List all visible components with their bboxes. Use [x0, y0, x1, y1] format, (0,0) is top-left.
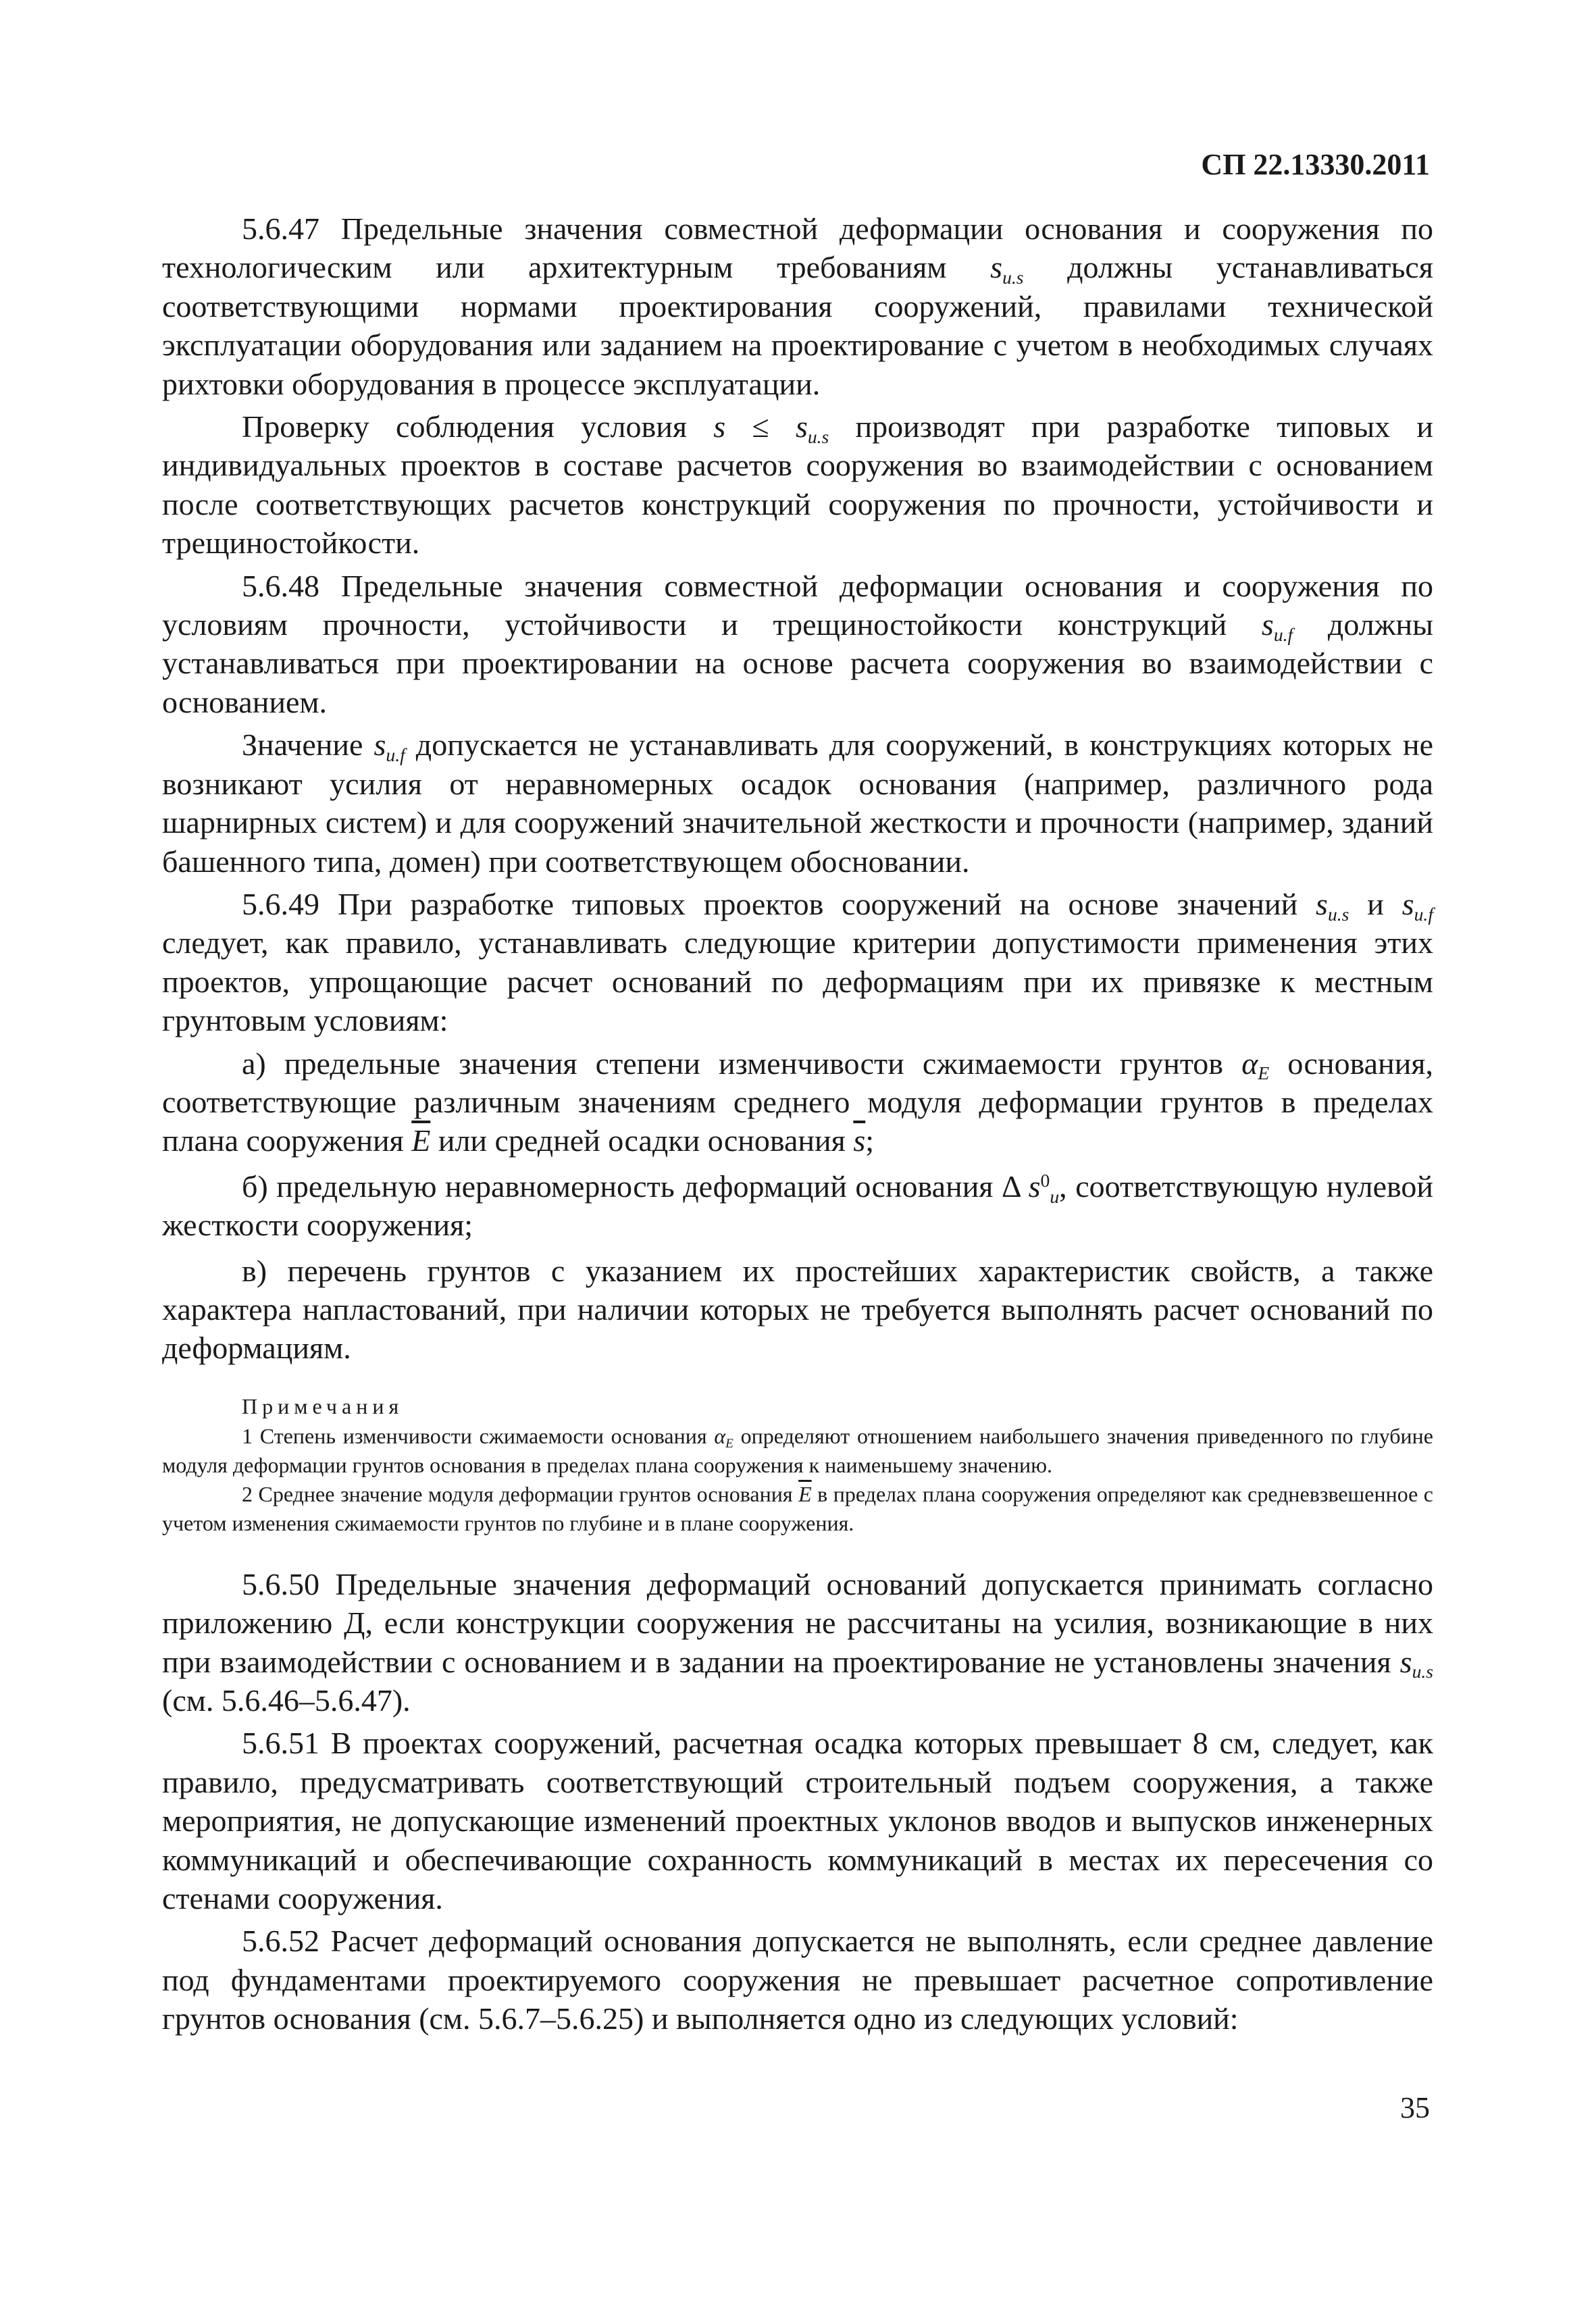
paragraph-5-6-47: 5.6.47 Предельные значения совместной деформации основания и сооружения по технологическим или архитектурным требованиям $s_{u.s}$ должны устанавливаться соответствующими нормами проектирования сооружений, правилами технической эксплуатации оборудования или заданием на проектирование с учетом в необходимых случаях рихтовки оборудования в процессе эксплуатации.: [162, 211, 1434, 401]
paragraph-5-6-49: 5.6.49 При разработке типовых проектов сооружений на основе значений $s_{u.s}$ и $s_{u.f}$ следует, как правило, устанавливать следующие критерии допустимости применения этих проектов, упрощающие расчет оснований по деформациям при их привязке к местным грунтовым условиям:: [162, 886, 1433, 1038]
list-item-b: б) предельную неравномерность деформаций основания Δ $s^0_u$, соответствующую нулевой жесткости сооружения;: [162, 1168, 1434, 1243]
page-number: 35: [1400, 2091, 1430, 2124]
page-body: [162, 209, 1433, 2038]
paragraph-5-6-51: 5.6.51 В проектах сооружений, расчетная осадка которых превышает 8 см, следует, как правило, предусматривать соответствующий строительный подъем сооружения, а также мероприятия, не допускающие изменений проектных уклонов вводов и выпусков инженерных коммуникаций и обеспечивающие сохранность коммуникаций в местах их пересечения со стенами сооружения.: [162, 1726, 1433, 1916]
note-1: 1 Степень изменчивости сжимаемости основания $\alpha_E$ определяют отношением наибольшего значения приведенного по глубине модуля деформации грунтов основания в пределах плана сооружения к наименьшему значению.: [162, 1423, 1434, 1477]
notes-block: [162, 1391, 1433, 1538]
list-item-a: а) предельные значения степени изменчивости сжимаемости грунтов $\alpha_E$ основания, соответствующие различным значениям среднего модуля деформации грунтов в пределах плана сооружения $\overline{E}$ или средней осадки основания $\overline{s}$;: [162, 1046, 1433, 1158]
paragraph-suf-value: Значение $s_{u.f}$ допускается не устанавливать для сооружений, в конструкциях которых не возникают усилия от неравномерных осадок основания (например, различного рода шарнирных систем) и для сооружений значительной жесткости и прочности (например, зданий башенного типа, домен) при соответствующем обосновании.: [162, 727, 1433, 879]
paragraph-condition-check: Проверку соблюдения условия $s \le s_{u.s}$ производят при разработке типовых и индивидуальных проектов в составе расчетов сооружения во взаимодействии с основанием после соответствующих расчетов конструкций сооружения по прочности, устойчивости и трещиностойкости.: [162, 409, 1434, 561]
document-code: СП 22.13330.2011: [1201, 148, 1430, 181]
paragraph-5-6-52: 5.6.52 Расчет деформаций основания допускается не выполнять, если среднее давление под фундаментами проектируемого сооружения не превышает расчетное сопротивление грунтов основания (см. 5.6.7–5.6.25) и выполняется одно из следующих условий:: [162, 1924, 1433, 2036]
paragraph-5-6-50: 5.6.50 Предельные значения деформаций оснований допускается принимать согласно приложению Д, если конструкции сооружения не рассчитаны на усилия, возникающие в них при взаимодействии с основанием и в задании на проектирование не установлены значения $s_{u.s}$ (см. 5.6.46–5.6.47).: [162, 1566, 1433, 1718]
note-2: 2 Среднее значение модуля деформации грунтов основания $\overline{E}$ в пределах плана сооружения определяют как средневзвешенное с учетом изменения сжимаемости грунтов по глубине и в плане сооружения.: [162, 1481, 1433, 1535]
paragraph-5-6-48: 5.6.48 Предельные значения совместной деформации основания и сооружения по условиям прочности, устойчивости и трещиностойкости конструкций $s_{u.f}$ должны устанавливаться при проектировании на основе расчета сооружения во взаимодействии с основанием.: [162, 568, 1433, 719]
list-item-c: в) перечень грунтов с указанием их простейших характеристик свойств, а также характера напластований, при наличии которых не требуется выполнять расчет оснований по деформациям.: [162, 1253, 1433, 1366]
notes-title: Примечания: [242, 1393, 404, 1418]
